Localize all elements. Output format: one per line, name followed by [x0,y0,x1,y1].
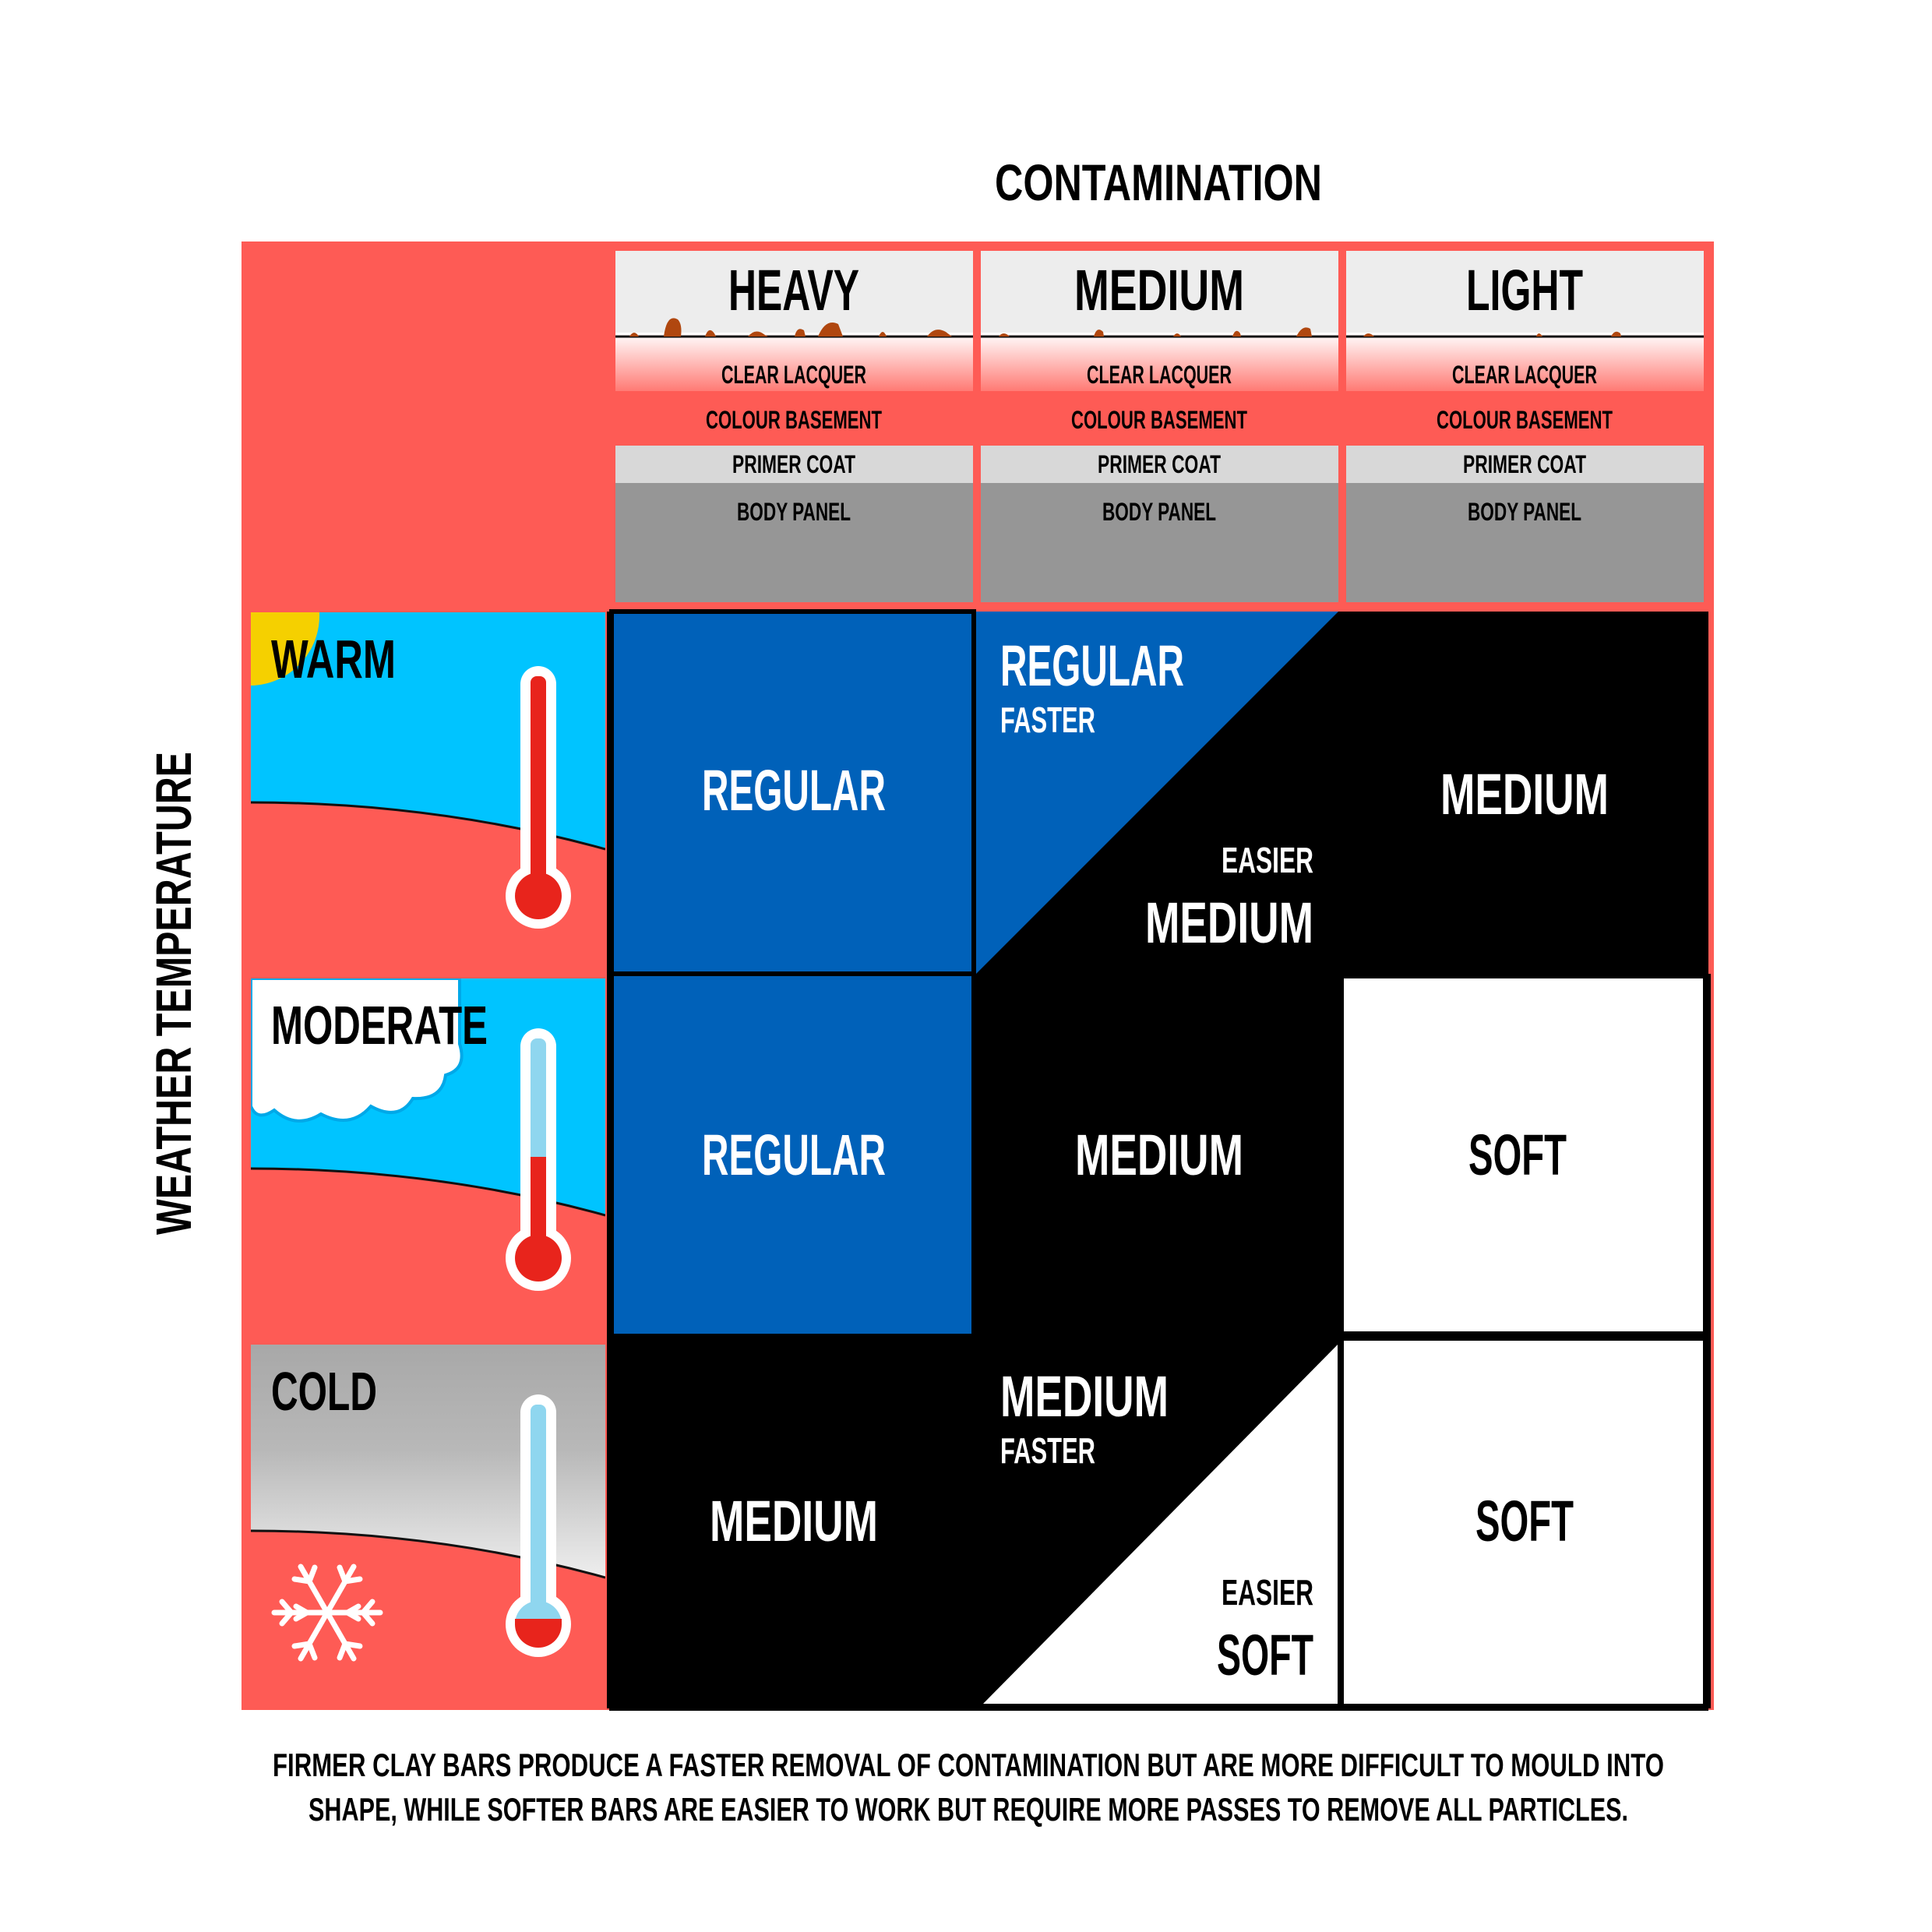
row-label-cold: COLD [271,1361,377,1422]
layer-clear-lacquer-medium: CLEAR LACQUER [1087,361,1232,389]
layer-colour-basement-medium: COLOUR BASEMENT [1071,406,1248,434]
layer-primer-coat-medium: PRIMER COAT [1098,450,1222,478]
cell-cold-medium-lower-note: EASIER [1222,1572,1313,1613]
cell-cold-medium-upper-label: MEDIUM [1000,1364,1169,1429]
footnote-line-2: SHAPE, WHILE SOFTER BARS ARE EASIER TO WORK BUT REQUIRE MORE PASSES TO REMOVE ALL PARTICLES. [308,1791,1628,1828]
cell-moderate-light-label: SOFT [1468,1123,1567,1187]
cell-warm-heavy-label: REGULAR [702,758,886,823]
cell-warm-medium-lower-label: MEDIUM [1145,890,1313,955]
layer-clear-lacquer-light: CLEAR LACQUER [1452,361,1597,389]
cell-moderate-medium-label: MEDIUM [1075,1123,1243,1187]
cell-warm-medium-upper-label: REGULAR [1000,633,1184,698]
weather-axis-title: WEATHER TEMPERATURE [146,597,202,1235]
contamination-axis-title: CONTAMINATION [995,153,1322,211]
cell-cold-medium-upper-note: FASTER [1000,1430,1095,1471]
column-label-light: LIGHT [1466,258,1583,323]
layer-primer-coat-light: PRIMER COAT [1463,450,1587,478]
column-label-heavy: HEAVY [728,258,859,323]
cell-cold-heavy-label: MEDIUM [710,1489,878,1553]
column-label-medium: MEDIUM [1074,258,1244,323]
cell-moderate-heavy-label: REGULAR [702,1123,886,1187]
row-label-warm: WARM [271,629,396,689]
cell-warm-light-label: MEDIUM [1440,762,1609,827]
cell-cold-light-label: SOFT [1475,1489,1574,1553]
layer-body-panel-medium: BODY PANEL [1102,498,1216,526]
layer-clear-lacquer-heavy: CLEAR LACQUER [721,361,866,389]
cell-warm-medium-upper-note: FASTER [1000,700,1095,740]
layer-primer-coat-heavy: PRIMER COAT [732,450,856,478]
layer-colour-basement-heavy: COLOUR BASEMENT [706,406,883,434]
cell-warm-medium-lower-note: EASIER [1222,840,1313,880]
cell-cold-medium-lower-label: SOFT [1217,1623,1313,1687]
row-label-moderate: MODERATE [271,995,488,1056]
layer-colour-basement-light: COLOUR BASEMENT [1437,406,1613,434]
layer-body-panel-heavy: BODY PANEL [737,498,851,526]
layer-body-panel-light: BODY PANEL [1468,498,1581,526]
footnote-line-1: FIRMER CLAY BARS PRODUCE A FASTER REMOVAL OF CONTAMINATION BUT ARE MORE DIFFICULT TO MOULD INTO [273,1747,1664,1783]
